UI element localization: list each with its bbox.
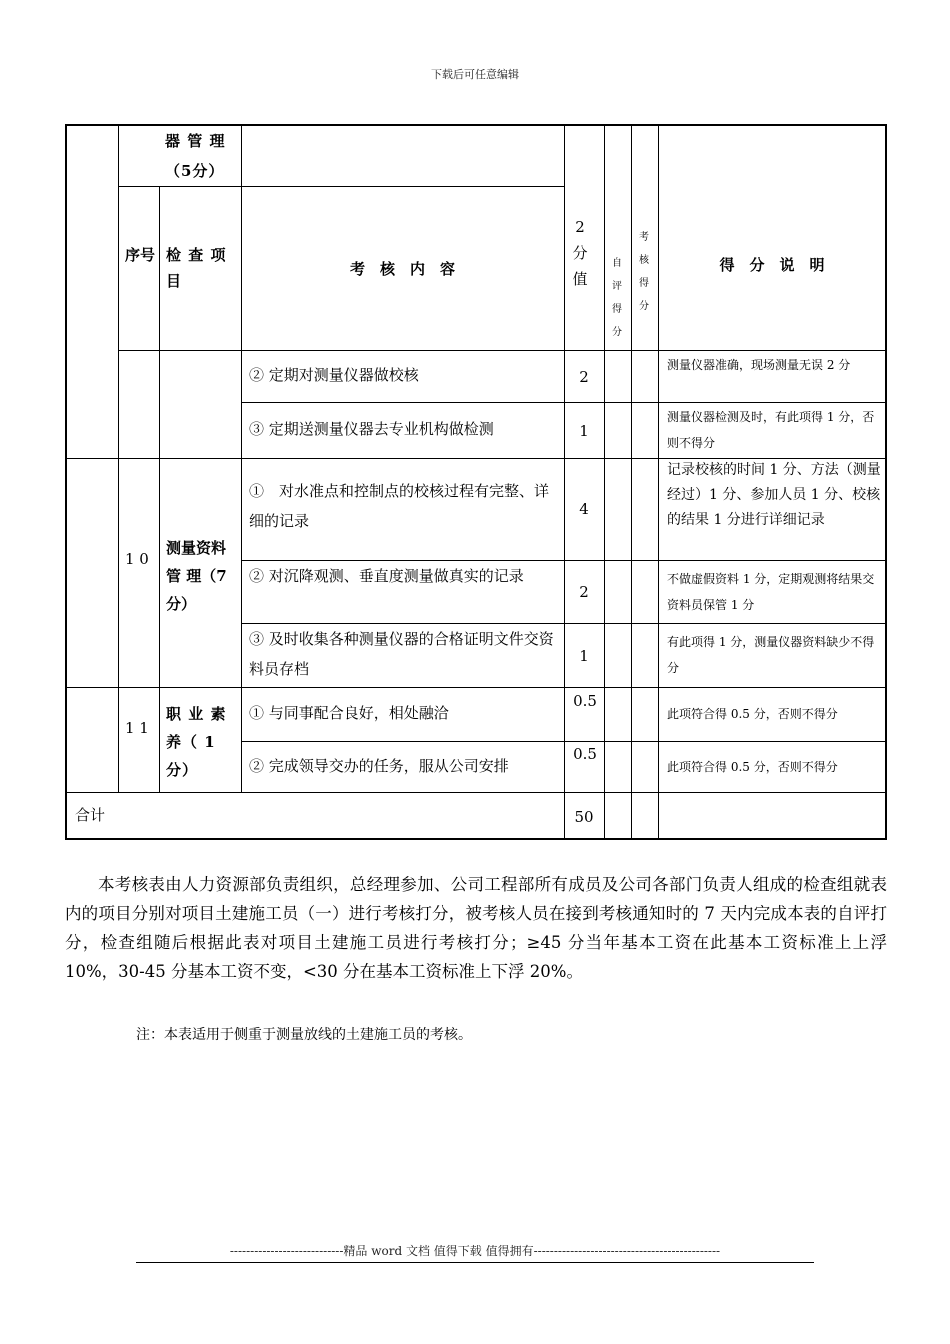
footer-divider xyxy=(136,1262,814,1263)
row-score: 0.5 xyxy=(573,745,597,763)
page-header: 下载后可任意编辑 xyxy=(431,68,519,81)
header-seq: 序号 xyxy=(125,246,156,264)
total-score: 50 xyxy=(574,808,594,826)
row-content: ① 对水准点和控制点的校核过程有完整、详细的记录 xyxy=(249,482,550,530)
description-paragraph: 本考核表由人力资源部负责组织，总经理参加、公司工程部所有成员及公司各部门负责人组成的检查组就表内的项目分别对项目土建施工员（一）进行考核打分，被考核人员在接到考核通知时的 7 天内完成本表的自评打分，检查组随后根据此表对项目土建施工员进行考核打分；≥45 分当年基本工资在此基本工资标准上上浮 10%，30-45 分基本工资不变，<30 分在基本工资标准上下浮 20%。 xyxy=(65,875,887,981)
assessment-table xyxy=(65,124,887,840)
header-assess-score: 考核得分 xyxy=(639,232,649,312)
note-text: 注：本表适用于侧重于测量放线的土建施工员的考核。 xyxy=(136,1027,472,1043)
row-score: 4 xyxy=(579,500,589,518)
page-footer: ----------------------------精品 word 文档 值得下载 值得拥有---------------------------------------------- xyxy=(229,1244,721,1258)
top-item-label: 器 管 理（5分） xyxy=(165,132,226,180)
row-score: 2 xyxy=(579,368,589,386)
row-explain: 测量仪器检测及时，有此项得 1 分，否则不得分 xyxy=(667,410,875,450)
row-explain: 此项符合得 0.5 分，否则不得分 xyxy=(667,760,838,774)
header-score: 2分值 xyxy=(572,218,588,288)
row-explain: 不做虚假资料 1 分，定期观测将结果交资料员保管 1 分 xyxy=(667,572,875,612)
header-content: 考 核 内 容 xyxy=(349,260,455,278)
row-explain: 记录校核的时间 1 分、方法（测量经过）1 分、参加人员 1 分、校核的结果 1 分进行详细记录 xyxy=(667,462,881,528)
group-seq: 1 0 xyxy=(125,550,149,568)
row-score: 2 xyxy=(579,583,589,601)
header-self-score: 自评得分 xyxy=(612,258,622,338)
header-item: 检 查 项目 xyxy=(166,246,227,290)
row-content: ② 对沉降观测、垂直度测量做真实的记录 xyxy=(249,567,524,585)
group-item: 测量资料 管 理（7分） xyxy=(166,539,227,613)
row-content: ① 与同事配合良好，相处融洽 xyxy=(249,704,449,722)
row-score: 1 xyxy=(579,647,589,665)
row-content: ② 完成领导交办的任务，服从公司安排 xyxy=(249,757,509,775)
total-label: 合计 xyxy=(75,806,106,824)
row-explain: 有此项得 1 分，测量仪器资料缺少不得分 xyxy=(667,635,875,675)
row-content: ③ 及时收集各种测量仪器的合格证明文件交资料员存档 xyxy=(249,630,554,678)
row-explain: 测量仪器准确，现场测量无误 2 分 xyxy=(667,358,851,372)
row-content: ③ 定期送测量仪器去专业机构做检测 xyxy=(249,420,494,438)
row-content: ② 定期对测量仪器做校核 xyxy=(249,366,419,384)
row-explain: 此项符合得 0.5 分，否则不得分 xyxy=(667,707,838,721)
header-explain: 得 分 说 明 xyxy=(719,256,825,274)
row-score: 0.5 xyxy=(573,692,597,710)
group-item: 职 业 素养（ 1分） xyxy=(166,705,227,779)
row-score: 1 xyxy=(579,422,589,440)
group-seq: 1 1 xyxy=(125,719,149,737)
